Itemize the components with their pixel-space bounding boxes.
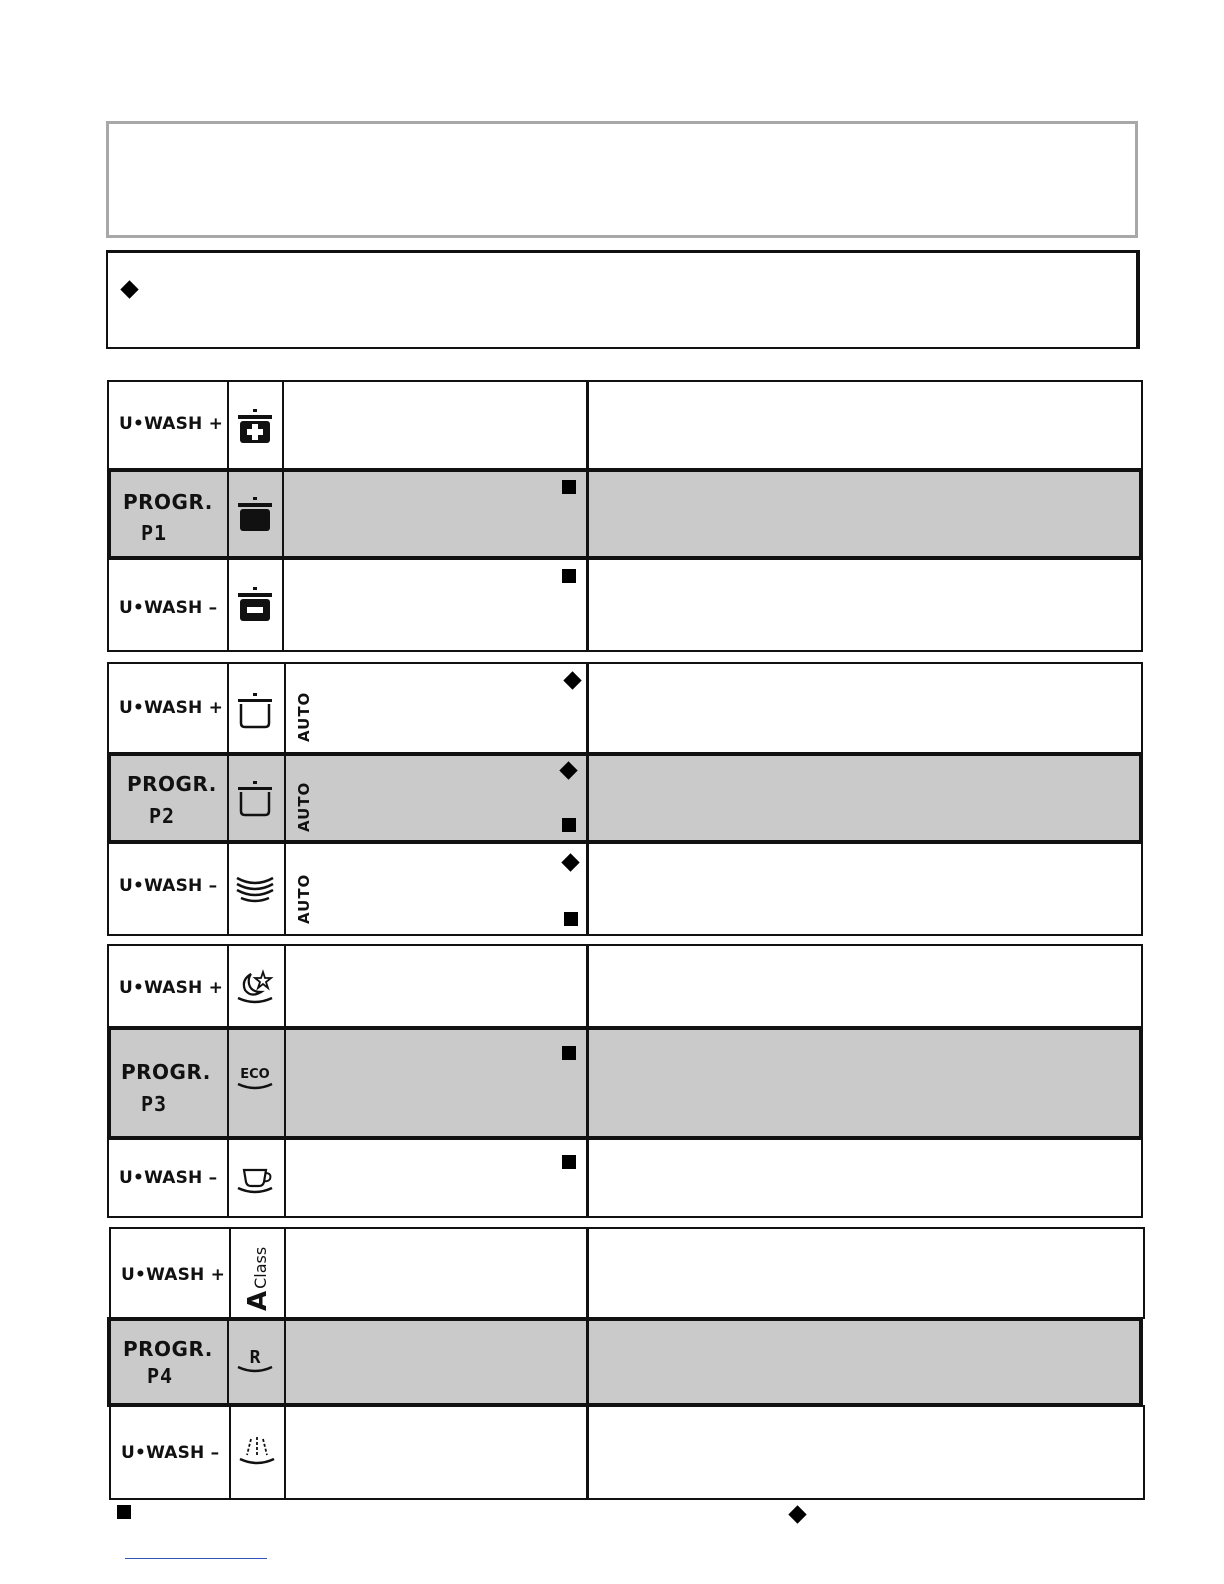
header-box: [106, 121, 1138, 238]
cup-icon: [235, 1160, 275, 1200]
a-class-word: Class: [251, 1246, 270, 1289]
eco-text: ECO: [240, 1067, 270, 1082]
pot-filled-icon: [235, 496, 275, 536]
uwash-minus-label: U•WASH –: [121, 1443, 220, 1463]
rinse-icon: [235, 1345, 275, 1385]
square-marker-icon: [562, 1155, 576, 1169]
square-marker-icon: [562, 818, 576, 832]
program-row: [107, 842, 1143, 936]
progr-label: PROGR.: [123, 1337, 213, 1361]
uwash-plus-label: U•WASH +: [119, 414, 224, 434]
program-row: [107, 558, 1143, 652]
pot-plus-icon: [235, 408, 275, 448]
diamond-marker-icon: [561, 853, 579, 871]
plates-icon: [235, 868, 275, 908]
footer-link-underline: [125, 1558, 267, 1559]
program-group-1: [107, 380, 1143, 652]
eco-icon: [235, 1062, 275, 1102]
uwash-plus-label: U•WASH +: [121, 1265, 226, 1285]
square-marker-icon: [562, 1046, 576, 1060]
square-marker-icon: [562, 569, 576, 583]
diamond-marker-icon: [559, 761, 577, 779]
legend-diamond-icon: [788, 1505, 806, 1523]
moon-star-icon: [235, 968, 275, 1008]
spray-icon: [237, 1431, 277, 1471]
program-row-selected: [107, 752, 1143, 844]
program-group-4: [107, 1227, 1143, 1500]
program-number: P2: [149, 804, 176, 828]
auto-label: AUTO: [295, 781, 313, 832]
program-row: [109, 1405, 1145, 1500]
program-row-selected: [107, 1317, 1143, 1407]
program-row-selected: [107, 1026, 1143, 1140]
program-row: [109, 1227, 1145, 1319]
legend-square-icon: [117, 1505, 131, 1519]
program-number: P4: [147, 1364, 174, 1388]
a-class-letter: A: [243, 1290, 273, 1311]
program-row: [107, 380, 1143, 472]
program-row: [107, 944, 1143, 1030]
a-class-icon: [243, 1247, 273, 1311]
square-marker-icon: [562, 480, 576, 494]
program-group-3: [107, 944, 1143, 1218]
uwash-minus-label: U•WASH –: [119, 876, 218, 896]
uwash-minus-label: U•WASH –: [119, 598, 218, 618]
uwash-minus-label: U•WASH –: [119, 1168, 218, 1188]
progr-label: PROGR.: [127, 772, 217, 796]
auto-label: AUTO: [295, 873, 313, 924]
progr-label: PROGR.: [121, 1060, 211, 1084]
pot-outline-icon: [235, 780, 275, 820]
program-row: [107, 662, 1143, 754]
rinse-text: R: [249, 1347, 261, 1368]
diamond-marker-icon: [120, 280, 138, 298]
square-marker-icon: [564, 912, 578, 926]
pot-minus-icon: [235, 586, 275, 626]
uwash-plus-label: U•WASH +: [119, 978, 224, 998]
uwash-plus-label: U•WASH +: [119, 698, 224, 718]
pot-outline-icon: [235, 692, 275, 732]
note-box: [106, 250, 1140, 349]
program-number: P3: [141, 1092, 168, 1116]
progr-label: PROGR.: [123, 490, 213, 514]
program-row-selected: [107, 468, 1143, 560]
auto-label: AUTO: [295, 691, 313, 742]
program-row: [107, 1138, 1143, 1218]
program-group-2: [107, 662, 1143, 936]
program-number: P1: [141, 521, 168, 545]
diamond-marker-icon: [563, 671, 581, 689]
